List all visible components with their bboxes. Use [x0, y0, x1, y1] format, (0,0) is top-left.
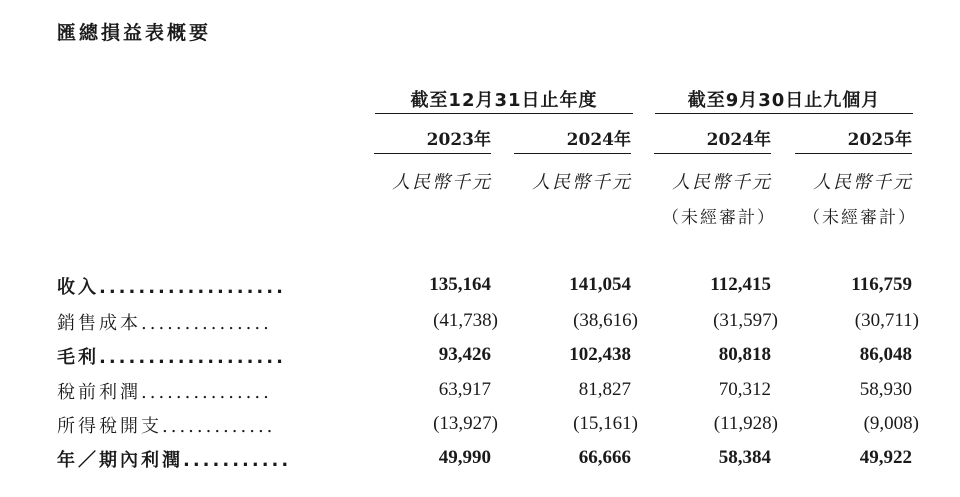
period-rule-annual: [375, 113, 633, 114]
unaudited-note-3: （未經審計）: [662, 208, 776, 228]
leader-dots: ...............: [141, 313, 272, 334]
year-rule-4: [795, 153, 912, 154]
leader-dots: ...................: [99, 277, 286, 298]
table-cell-value: (38,616): [573, 310, 638, 331]
table-cell-value: (31,597): [713, 310, 778, 331]
period-rule-nine-months: [655, 113, 913, 114]
table-row-label: [57, 309, 357, 335]
table-cell-value: 135,164: [429, 274, 491, 295]
table-cell-value: (41,738): [433, 310, 498, 331]
table-cell-value: 116,759: [851, 274, 912, 295]
table-row-label: [57, 273, 357, 299]
table-cell-value: 86,048: [859, 344, 912, 365]
unit-header-4: 人民幣千元: [813, 172, 913, 193]
table-cell-value: 80,818: [718, 344, 771, 365]
year-rule-3: [654, 153, 771, 154]
table-row-label: [57, 446, 357, 472]
row-label-text: 所得稅開支: [57, 416, 162, 437]
leader-dots: .............: [162, 416, 276, 437]
period-header-annual: 截至12月31日止年度: [410, 90, 598, 111]
row-label-text: 銷售成本: [57, 313, 141, 334]
row-label-text: 稅前利潤: [57, 382, 141, 403]
table-cell-value: (30,711): [854, 310, 919, 331]
unit-header-2: 人民幣千元: [532, 172, 632, 193]
table-cell-value: 66,666: [578, 447, 631, 468]
table-cell-value: 58,930: [859, 379, 912, 400]
table-cell-value: 112,415: [710, 274, 771, 295]
table-row-label: [57, 412, 357, 438]
table-row-label: [57, 378, 357, 404]
table-cell-value: 141,054: [569, 274, 631, 295]
period-header-nine-months: 截至9月30日止九個月: [687, 90, 881, 111]
leader-dots: ...........: [183, 450, 292, 471]
row-label-text: 收入: [57, 277, 99, 298]
year-header-2: 2024年: [566, 130, 631, 150]
table-cell-value: 93,426: [438, 344, 491, 365]
table-cell-value: 102,438: [569, 344, 631, 365]
year-rule-2: [514, 153, 631, 154]
year-header-4: 2025年: [847, 130, 912, 150]
leader-dots: ...............: [141, 382, 272, 403]
table-cell-value: 49,990: [438, 447, 491, 468]
table-cell-value: 63,917: [438, 379, 491, 400]
table-cell-value: (15,161): [573, 413, 638, 434]
table-cell-value: 81,827: [578, 379, 631, 400]
unit-header-1: 人民幣千元: [392, 172, 492, 193]
table-cell-value: (13,927): [433, 413, 498, 434]
unaudited-note-4: （未經審計）: [803, 208, 917, 228]
table-cell-value: (9,008): [863, 413, 919, 434]
year-header-3: 2024年: [706, 130, 771, 150]
year-header-1: 2023年: [426, 130, 491, 150]
table-cell-value: 70,312: [718, 379, 771, 400]
table-title: 匯總損益表概要: [57, 22, 212, 44]
unit-header-3: 人民幣千元: [672, 172, 772, 193]
year-rule-1: [374, 153, 491, 154]
table-cell-value: 49,922: [859, 447, 912, 468]
row-label-text: 年／期內利潤: [57, 450, 183, 471]
row-label-text: 毛利: [57, 347, 99, 368]
table-row-label: [57, 343, 357, 369]
leader-dots: ...................: [99, 347, 286, 368]
table-cell-value: 58,384: [718, 447, 771, 468]
table-cell-value: (11,928): [713, 413, 778, 434]
